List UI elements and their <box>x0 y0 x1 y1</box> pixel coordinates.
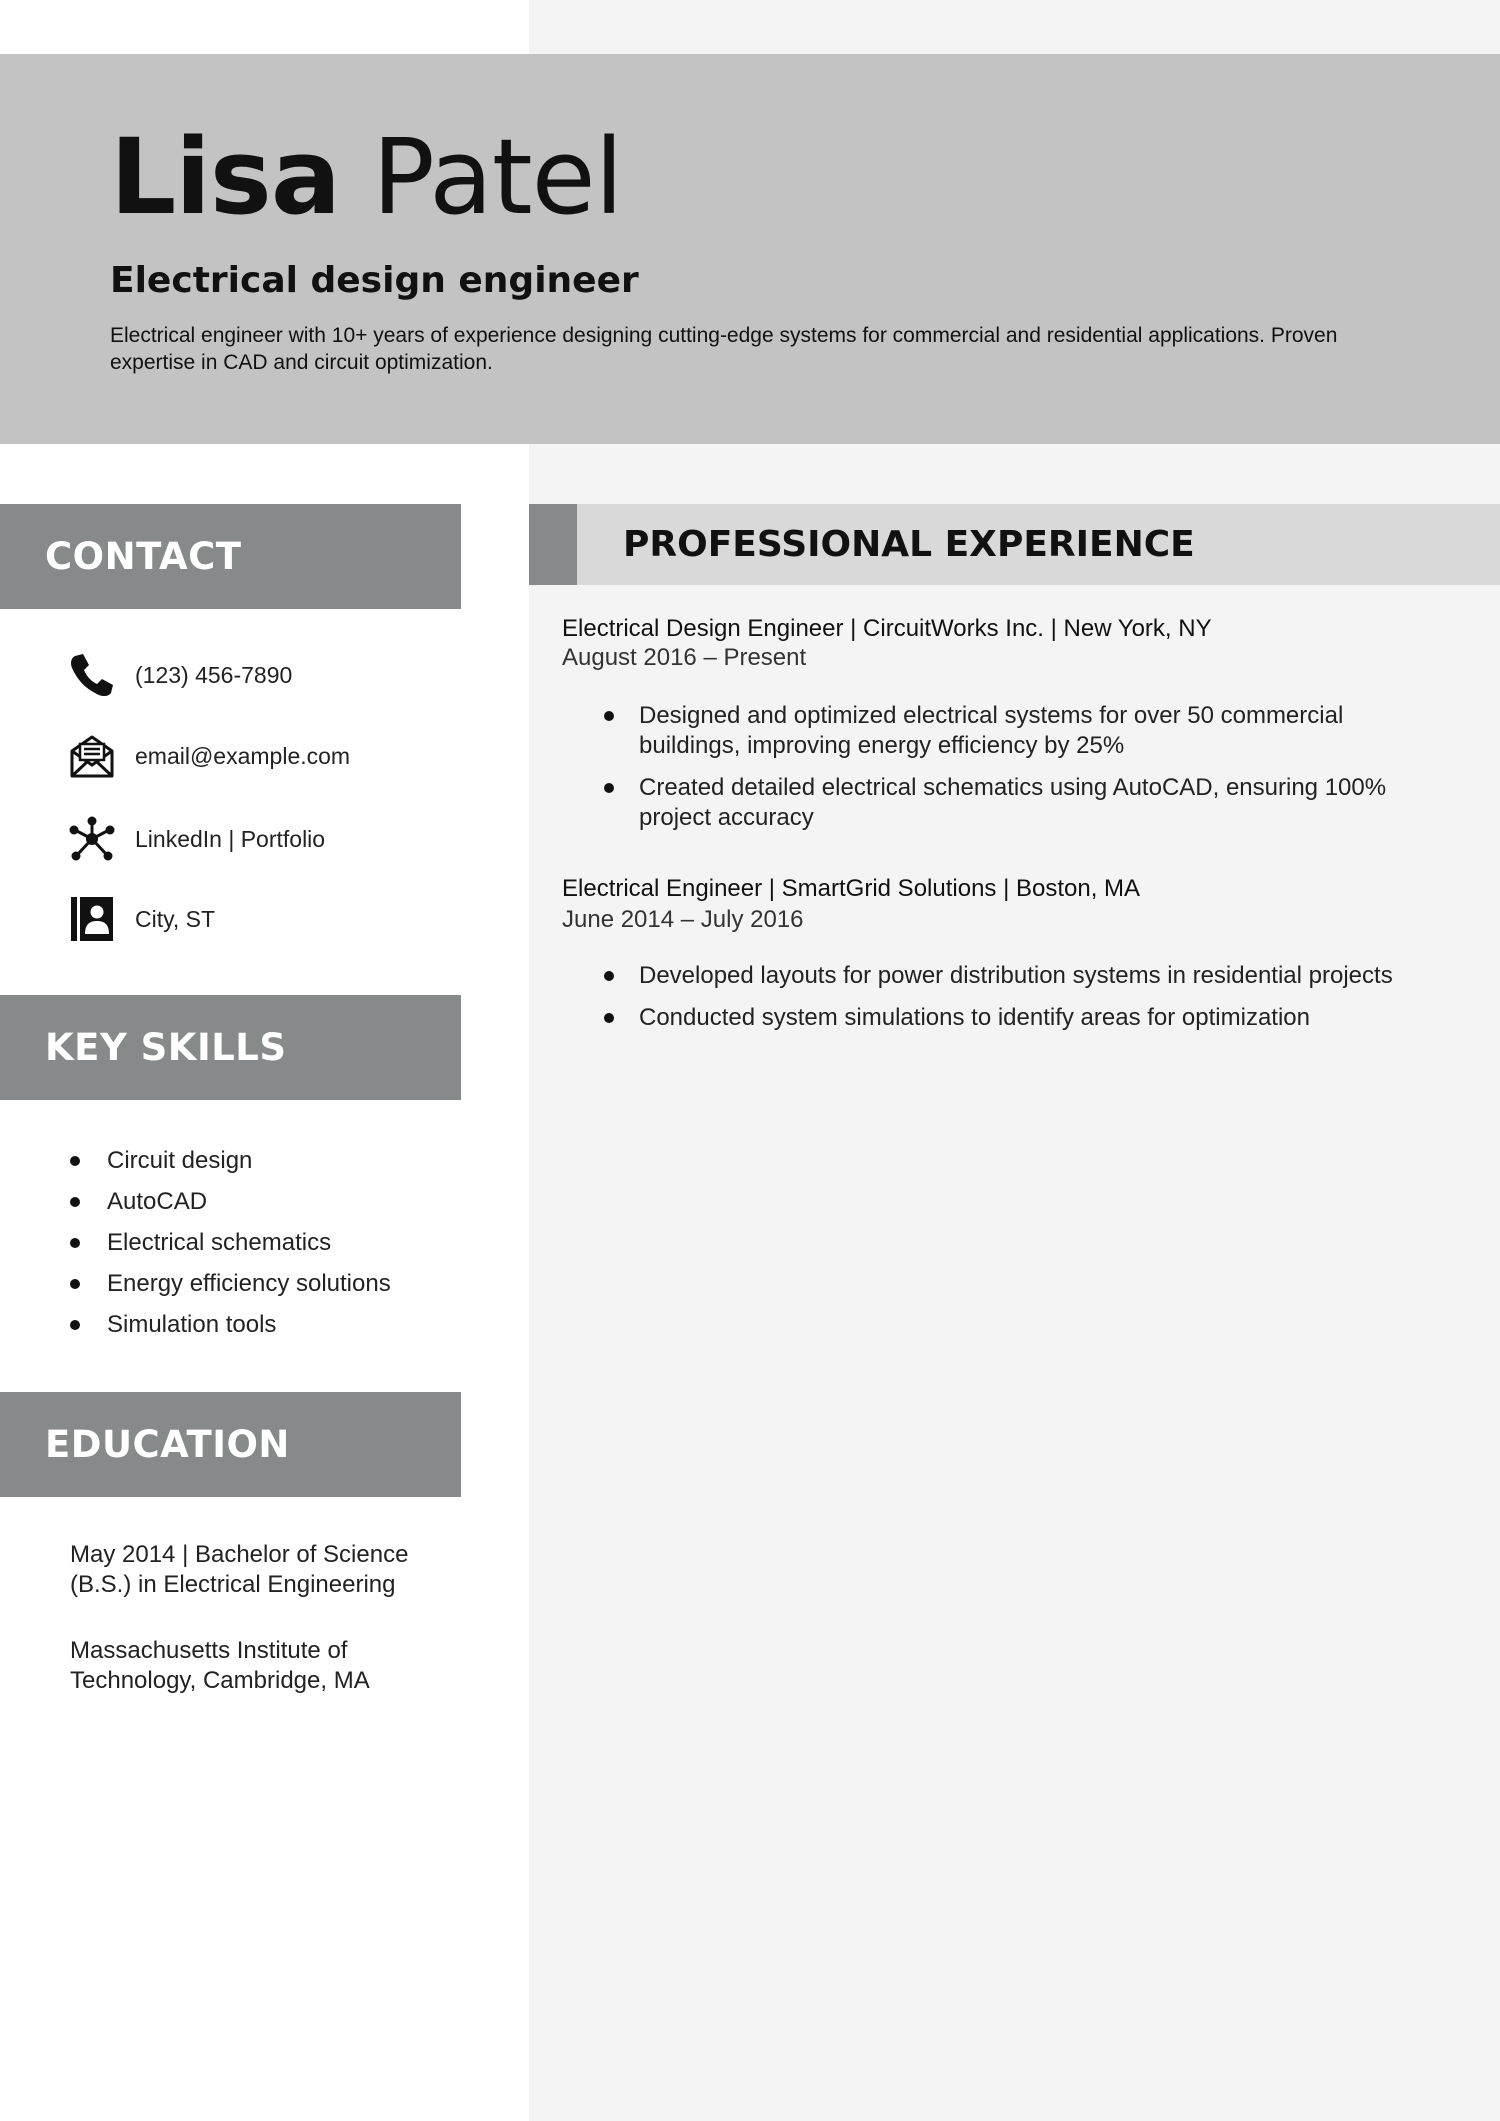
key-skills-heading <box>0 995 461 1100</box>
location: City, ST <box>135 905 216 932</box>
phone-icon <box>68 651 116 699</box>
last-name: Patel <box>372 116 623 238</box>
phone-number: (123) 456-7890 <box>135 661 293 688</box>
experience-heading: PROFESSIONAL EXPERIENCE <box>623 524 1195 565</box>
job-dates: August 2016 – Present <box>562 644 807 671</box>
experience-heading-accent <box>529 504 577 585</box>
job-bullet: Conducted system simulations to identify areas for optimization <box>601 1003 1441 1033</box>
email-address: email@example.com <box>135 742 351 769</box>
contact-phone <box>68 650 292 700</box>
education-heading-label: EDUCATION <box>45 1423 290 1466</box>
contact-location <box>68 894 215 944</box>
candidate-name <box>110 112 623 242</box>
profile-summary: Electrical engineer with 10+ years of experience designing cutting-edge systems for commercial and residential applications. Proven expertise in CAD and circuit optimization. <box>110 324 1338 374</box>
contact-card-icon <box>68 895 116 943</box>
job-dates: June 2014 – July 2016 <box>562 906 804 933</box>
job-title-line: Electrical Engineer | SmartGrid Solutions | Boston, MA <box>562 875 1141 902</box>
job-bullet: Created detailed electrical schematics using AutoCAD, ensuring 100% project accuracy <box>601 773 1441 833</box>
job-bullets <box>601 701 1441 845</box>
skill-item: Electrical schematics <box>70 1222 391 1263</box>
job-bullet: Developed layouts for power distribution systems in residential projects <box>601 961 1441 991</box>
contact-email <box>68 731 350 781</box>
job-title-line: Electrical Design Engineer | CircuitWorks Inc. | New York, NY <box>562 615 1212 642</box>
education-school: Massachusetts Institute of Technology, Cambridge, MA <box>70 1637 370 1694</box>
network-icon <box>68 815 116 863</box>
skill-item: AutoCAD <box>70 1181 391 1222</box>
contact-links <box>68 814 325 864</box>
contact-heading-label: CONTACT <box>45 535 242 578</box>
skills-list <box>70 1140 391 1345</box>
skill-item: Energy efficiency solutions <box>70 1263 391 1304</box>
skill-item: Circuit design <box>70 1140 391 1181</box>
envelope-icon <box>68 732 116 780</box>
job-bullets <box>601 961 1441 1045</box>
contact-heading <box>0 504 461 609</box>
first-name: Lisa <box>110 116 340 238</box>
job-bullet: Designed and optimized electrical systems for over 50 commercial buildings, improving energy efficiency by 25% <box>601 701 1441 761</box>
profile-links: LinkedIn | Portfolio <box>135 825 326 852</box>
job-title: Electrical design engineer <box>110 260 639 301</box>
education-degree: May 2014 | Bachelor of Science (B.S.) in Electrical Engineering <box>70 1541 409 1598</box>
education-heading <box>0 1392 461 1497</box>
skill-item: Simulation tools <box>70 1304 391 1345</box>
key-skills-heading-label: KEY SKILLS <box>45 1026 287 1069</box>
